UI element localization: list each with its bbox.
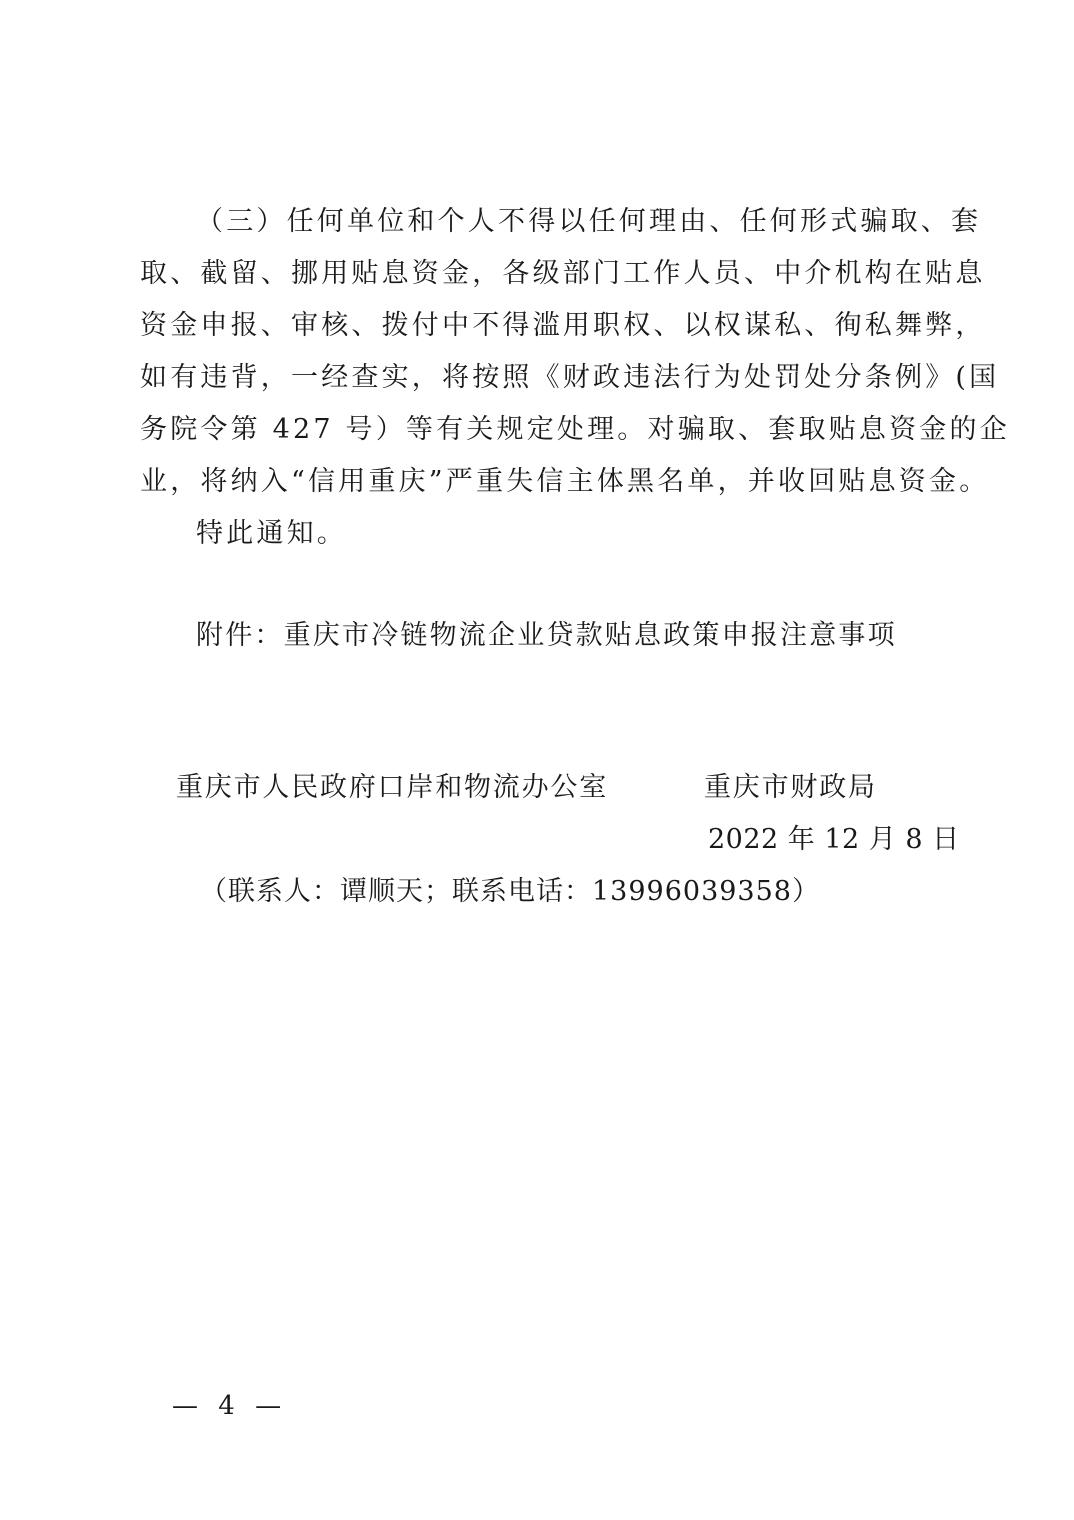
paragraph-line-3: 资金申报、审核、拨付中不得滥用职权、以权谋私、徇私舞弊， [140, 310, 986, 341]
paragraph-line-4: 如有违背，一经查实，将按照《财政违法行为处罚处分条例》(国 [140, 362, 1000, 393]
signatory-right: 重庆市财政局 [704, 772, 877, 803]
closing-text: 特此通知。 [196, 518, 347, 549]
contact-info: （联系人：谭顺天；联系电话：13996039358） [200, 876, 820, 907]
paragraph-line-1: （三）任何单位和个人不得以任何理由、任何形式骗取、套 [196, 206, 982, 237]
page-number: — 4 — [172, 1391, 288, 1421]
paragraph-line-2: 取、截留、挪用贴息资金，各级部门工作人员、中介机构在贴息 [140, 258, 986, 289]
attachment-line: 附件：重庆市冷链物流企业贷款贴息政策申报注意事项 [196, 620, 897, 651]
paragraph-line-6: 业，将纳入“信用重庆”严重失信主体黑名单，并收回贴息资金。 [140, 466, 990, 497]
paragraph-line-5: 务院令第 427 号）等有关规定处理。对骗取、套取贴息资金的企 [140, 414, 1010, 445]
signatory-left: 重庆市人民政府口岸和物流办公室 [176, 772, 608, 803]
document-date: 2022 年 12 月 8 日 [708, 824, 960, 855]
